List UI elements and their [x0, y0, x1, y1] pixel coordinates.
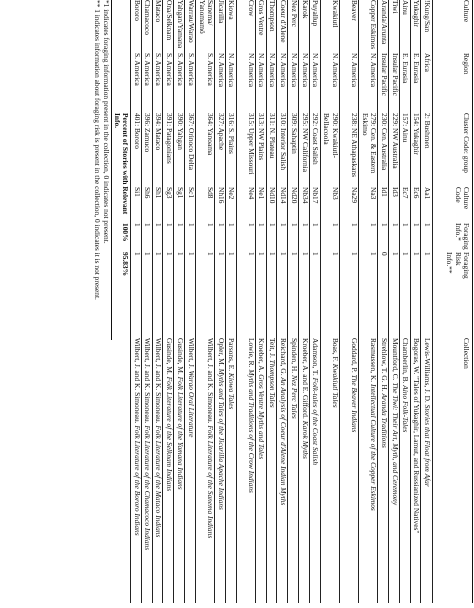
cell-foraging-info: 1 [143, 223, 153, 227]
collection-author: Kroeber, A. [257, 338, 267, 375]
cell-foraging-info: 1 [311, 223, 321, 227]
cell-foraging-risk: 1 [154, 252, 164, 256]
cell-foraging-info: 1 [257, 223, 267, 227]
cell-foraging-risk: 1 [390, 252, 400, 256]
cell-collection [412, 338, 420, 608]
cell-foraging-risk: 1 [246, 252, 256, 256]
collection-author: Gusinde, M. [165, 338, 174, 377]
cell-region: Africa [423, 53, 432, 72]
cell-region: N. America [257, 53, 267, 88]
cell-collection [330, 338, 338, 608]
table-rule [432, 0, 433, 603]
cell-collection [369, 338, 377, 608]
cell-region: N. America [330, 53, 340, 88]
cell-region: N. America [311, 53, 321, 88]
cell-collection [279, 338, 287, 608]
table-rule [266, 0, 267, 603]
collection-author: Wilbert, J. and K. Simoneau. [143, 338, 153, 426]
table-rule [130, 0, 131, 603]
cell-collection [154, 338, 162, 608]
cell-culture-code: Nb3 [330, 187, 340, 200]
cell-region: N. America [216, 53, 226, 88]
cell-foraging-risk: 1 [289, 252, 299, 256]
cell-culture-code: Sg1 [175, 187, 185, 199]
collection-author: Wilbert, J. and K. Simoneau. [154, 338, 164, 426]
cell-cluster: 290: Kwakiutl-Bellacoola [322, 113, 340, 158]
cell-foraging-info: 1 [186, 223, 196, 227]
cell-foraging-risk: 1 [300, 252, 310, 256]
collection-author: Kroeber, A. and E. Gifford. [300, 338, 310, 421]
cell-collection [132, 338, 140, 608]
cell-collection [257, 338, 265, 608]
cell-cluster: 230: Cen. Australia [379, 113, 389, 171]
cell-collection [246, 338, 254, 608]
cell-region: N. America [279, 53, 288, 88]
cell-cluster: 157: Ainu [401, 113, 411, 143]
cell-culture: Ainu [401, 0, 411, 15]
cell-region: N. America [246, 53, 256, 88]
cell-cluster: 313: NW Plains [257, 113, 267, 161]
table-rule [358, 0, 359, 603]
collection-title: The Tiwi: Their Art, Myth, and Ceremony [390, 382, 400, 506]
table-rule [320, 0, 321, 603]
cell-culture-code: Id1 [379, 187, 389, 197]
cell-foraging-risk: 1 [205, 252, 215, 256]
cell-culture-code: Na3 [369, 187, 378, 200]
header-culture-code: Culture Code [453, 187, 471, 210]
cell-culture-code: Nd14 [279, 187, 288, 204]
cell-foraging-info: 1 [175, 223, 185, 227]
cell-foraging-info: 1 [205, 223, 215, 227]
cell-cluster: 279: Cen. & Eastern Eskimo [360, 113, 378, 174]
cell-culture: Bororo [132, 0, 142, 21]
header-cluster: Cluster Code: group [462, 113, 471, 173]
cell-culture-code: Nb34 [300, 187, 310, 204]
cell-cluster: 367: Orinoco Delta [186, 113, 196, 171]
cell-culture-code: Nb17 [311, 187, 321, 204]
cell-foraging-info: 1 [412, 223, 422, 227]
cell-culture: Nez Perc [289, 0, 299, 27]
cell-collection [423, 338, 431, 608]
cell-culture-code: Nh16 [216, 187, 226, 204]
cell-foraging-risk: 1 [349, 252, 359, 256]
collection-title: Gros Ventre Myths and Tales [257, 374, 267, 460]
collection-title: Intellectual Culture of the Copper Eskimos [369, 384, 378, 511]
cell-foraging-info: 1 [369, 223, 378, 227]
collection-title: Aranda Traditions [379, 393, 389, 448]
cell-foraging-risk: 1 [216, 252, 226, 256]
collection-author: Wilbert, J. and K. Simoneau. [205, 338, 215, 426]
cell-culture-code: Ec6 [412, 187, 422, 199]
cell-region: N. America [349, 53, 359, 88]
collection-title: Folk Literature of the Chamacoco Indians [143, 425, 153, 551]
cell-region: S. America [154, 53, 164, 86]
cell-cluster: 295: NW California [300, 113, 310, 172]
collection-author: Chamberlin, B. [401, 338, 411, 386]
table-rule [410, 0, 411, 603]
cell-culture: Aranda/Arunta [379, 0, 389, 45]
cell-foraging-info: 1 [154, 223, 164, 227]
footnote-2: ** 1 indicates information about foraging risk is present in the collection, 0 indicates it is not present. [92, 0, 102, 300]
cell-region: N. America [268, 53, 278, 88]
cell-culture-code: Ne2 [227, 187, 237, 200]
cell-region: N. America [369, 53, 378, 88]
header-culture: Culture [462, 0, 471, 23]
cell-foraging-risk: 1 [143, 252, 153, 256]
cell-cluster: 292: Coast Salish [311, 113, 321, 165]
cell-culture: Crow [246, 0, 256, 17]
collection-title: The Beaver Indians [349, 374, 359, 433]
collection-title: Folk Literature of the Selknam Indians [165, 376, 174, 492]
cell-foraging-risk: 1 [330, 252, 340, 256]
cell-culture: Yahgan/Yamana [175, 0, 185, 49]
collection-author: Bogoras, W. "Tales of Yukaghir, Lamut, and Russianized Natives" [412, 338, 422, 534]
collection-title: Folk Literature of the Mataco Indians [154, 425, 164, 538]
cell-region: S. America [132, 53, 142, 86]
collection-author: Spinden, H. [289, 338, 299, 375]
cell-region: S. America [143, 53, 153, 86]
collection-title: Myths and Tales of the Jicarilla Apache Indians [216, 368, 226, 510]
cell-cluster: 154: Yukaghir [412, 113, 422, 155]
cell-culture: !Kung/San [423, 0, 432, 33]
collection-author: Mountford, C. [390, 338, 400, 383]
table-rule [111, 0, 112, 340]
collection-title: Kwakiutl Tales [330, 363, 340, 408]
cell-region: E. Eurasia [401, 53, 411, 84]
cell-foraging-risk: 1 [412, 252, 422, 256]
cell-foraging-info: 1 [165, 223, 174, 227]
cell-collection [401, 338, 409, 608]
cell-region: E. Eurasia [412, 53, 422, 84]
cell-culture: Karok [300, 0, 310, 19]
cell-culture: Jicarilla [216, 0, 226, 24]
cell-collection [268, 338, 276, 608]
cell-foraging-info: 1 [246, 223, 256, 227]
collection-author: Parsons, E. [227, 338, 237, 373]
cell-cluster: 401: Bororo [132, 113, 142, 149]
cell-culture-code: Ec7 [401, 187, 411, 199]
cell-collection [300, 338, 308, 608]
cell-culture-code: Nd20 [289, 187, 299, 204]
cell-cluster: 390: Yahgan [175, 113, 185, 150]
cell-foraging-risk: 1 [165, 252, 174, 256]
cell-foraging-info: 1 [349, 223, 359, 227]
cell-cluster: 310: Interior Salish [279, 113, 288, 171]
cell-culture: Puyallup [311, 0, 321, 27]
header-collection: Collection [462, 338, 471, 369]
collection-author: Goddard, P. [349, 338, 359, 375]
cell-culture: Beaver [349, 0, 359, 21]
cell-collection [290, 338, 298, 608]
cell-foraging-risk: 1 [311, 252, 321, 256]
cell-culture: Sanema/ Yanomamö [197, 0, 215, 34]
cell-foraging-info: 1 [227, 223, 237, 227]
collection-title: Myths and Traditions of the Crow Indians [246, 369, 256, 493]
collection-author: Opler, M. [216, 338, 226, 369]
collection-author: Rasmussen, K. [369, 338, 378, 384]
cell-foraging-info: 1 [289, 223, 299, 227]
table-rule [225, 0, 226, 603]
table-rule [339, 0, 340, 603]
cell-foraging-risk: 1 [257, 252, 267, 256]
header-foraging-risk: Foraging Risk Info.** [445, 252, 471, 279]
cell-region: Insular Pacific [379, 53, 389, 96]
collection-title: Folk Literature of the Bororo Indians [132, 425, 142, 536]
cell-region: N. America [227, 53, 237, 88]
collection-author: Lewis-Williams, J. D. [423, 338, 432, 405]
table-rule [173, 0, 174, 603]
cell-foraging-info: 1 [423, 223, 432, 227]
collection-title: Thompson Tales [268, 359, 278, 408]
cell-collection [165, 338, 173, 608]
cell-culture-code: Sc1 [186, 187, 196, 199]
cell-collection [216, 338, 224, 608]
cell-culture-code: Sh6 [143, 187, 153, 199]
cell-foraging-risk: 1 [227, 252, 237, 256]
collection-title: Karok Myths [300, 420, 310, 459]
table-rule [195, 0, 196, 603]
cell-culture-code: Na29 [349, 187, 359, 204]
collection-author: Lowie, R. [246, 338, 256, 370]
cell-region: S. America [205, 53, 215, 86]
cell-cluster: 229: NW Australia [390, 113, 400, 169]
cell-region: N. America [289, 53, 299, 88]
cell-culture-code: Si1 [132, 187, 142, 197]
cell-foraging-risk: 1 [186, 252, 196, 256]
cell-culture-code: Sg3 [165, 187, 174, 199]
cell-cluster: 309: Sahaptin [289, 113, 299, 154]
cell-culture: Thompson [268, 0, 278, 32]
cell-foraging-info: 1 [132, 223, 142, 227]
cell-cluster: 327: Apache [216, 113, 226, 151]
collection-author: Boas, F. [330, 338, 340, 364]
cell-culture-code: Sh1 [154, 187, 164, 199]
cell-cluster: 316: S. Plains [227, 113, 237, 154]
table-rule [287, 0, 288, 603]
cell-culture: Coeur d'Alene [279, 0, 288, 43]
cell-foraging-risk: 1 [268, 252, 278, 256]
collection-title: An Analysis of Coeur d'Alene Indian Myths [279, 377, 288, 506]
cell-culture-code: Ne4 [246, 187, 256, 200]
table-rule [298, 0, 299, 603]
collection-title: Nez Perc Tales [289, 374, 299, 419]
cell-region: Insular Pacific [390, 53, 400, 96]
cell-culture: Gros Ventre [257, 0, 267, 36]
cell-foraging-risk: 0 [379, 252, 389, 256]
collection-author: Strehlow, T. G. H. [379, 338, 389, 394]
summary-risk-pct: 95.83% [120, 252, 130, 277]
cell-collection [186, 338, 194, 608]
cell-cluster: 238: NE Athapaskans [349, 113, 359, 178]
cell-foraging-info: 1 [268, 223, 278, 227]
cell-region: S. America [186, 53, 196, 86]
cell-culture: Tiwi [390, 0, 400, 14]
collection-author: Wilbert, J. and K. Simoneau. [132, 338, 142, 426]
cell-cluster: 396: Zamuco [143, 113, 153, 153]
cell-culture: Copper Eskimos [369, 0, 378, 50]
cell-foraging-info: 1 [330, 223, 340, 227]
collection-author: Gusinde, M. [175, 338, 185, 377]
cell-foraging-risk: 1 [369, 252, 378, 256]
cell-culture: Kwakiutl [330, 0, 340, 28]
cell-collection [390, 338, 398, 608]
header-foraging-info: Foraging Info.* [453, 223, 471, 250]
cell-culture-code: Sd8 [205, 187, 215, 199]
cell-foraging-risk: 1 [401, 252, 411, 256]
collection-title: Warao Oral Literature [186, 370, 196, 438]
cell-culture: Ona/Selknam [165, 0, 174, 41]
table-rule [276, 0, 277, 603]
cell-region: N. America [300, 53, 310, 88]
cell-foraging-risk: 1 [175, 252, 185, 256]
collection-title: Kiowa Tales [227, 372, 237, 410]
cell-foraging-info: 1 [401, 223, 411, 227]
cell-collection [350, 338, 358, 608]
cell-collection [176, 338, 184, 608]
cell-cluster: 364: Yanoama [205, 113, 215, 156]
cell-culture: Yukaghir [412, 0, 422, 28]
collection-title: Stories that Float from Afar [423, 404, 432, 487]
cell-culture-code: Id3 [390, 187, 400, 197]
collection-author: Wilbert, J. [186, 338, 196, 371]
cell-foraging-info: 1 [300, 223, 310, 227]
cell-collection [143, 338, 151, 608]
cell-region: S. America [175, 53, 185, 86]
collection-title: Folk Literature of the Yamana Indians [175, 376, 185, 490]
cell-foraging-info: 1 [379, 223, 389, 227]
cell-culture: Mataco [154, 0, 164, 23]
header-region: Region [462, 53, 471, 75]
collection-author: Teit, J. [268, 338, 278, 360]
cell-culture: Warrau/Warao [186, 0, 196, 43]
table-rule [377, 0, 378, 603]
footnote-1: *1 indicates foraging information present in the collection, 0 indicates not present. [101, 0, 111, 244]
collection-author: Adamson, T. [311, 338, 321, 378]
collection-title: Folk Literature of the Sanema Indians [205, 425, 215, 539]
cell-culture-code: Nd10 [268, 187, 278, 204]
collection-title: Folk-tales of the Coast Salish [311, 377, 321, 466]
cell-foraging-info: 1 [390, 223, 400, 227]
cell-collection [311, 338, 319, 608]
cell-collection [206, 338, 214, 608]
table-rule [236, 0, 237, 603]
cell-region: S. America [165, 53, 174, 86]
cell-foraging-info: 1 [279, 223, 288, 227]
cell-cluster: 2: Bushmen [423, 113, 432, 149]
cell-foraging-risk: 1 [132, 252, 142, 256]
cell-cluster: 394: Mataco [154, 113, 164, 151]
cell-foraging-info: 1 [216, 223, 226, 227]
cell-culture: Chamacoco [143, 0, 153, 35]
cell-cluster: 391: Patagonians [165, 113, 174, 164]
table-rule [309, 0, 310, 603]
cell-collection [380, 338, 388, 608]
table-rule [472, 0, 473, 603]
cell-cluster: 315: Upper Missouri [246, 113, 256, 175]
cell-foraging-risk: 1 [423, 252, 432, 256]
cell-culture-code: Aa1 [423, 187, 432, 200]
cell-foraging-risk: 1 [279, 252, 288, 256]
summary-info-pct: 100% [120, 223, 130, 242]
table-rule [255, 0, 256, 603]
collection-title: Aino Folk-Tales [401, 385, 411, 433]
collection-author: Reichard, G. [279, 338, 288, 378]
cell-culture: Kiowa [227, 0, 237, 20]
cell-culture-code: Ne1 [257, 187, 267, 200]
summary-label: Percent of Stories with Relevant Info. [112, 113, 130, 215]
cell-collection [227, 338, 235, 608]
cell-cluster: 311: N. Plateau [268, 113, 278, 159]
table-rule [184, 0, 185, 603]
